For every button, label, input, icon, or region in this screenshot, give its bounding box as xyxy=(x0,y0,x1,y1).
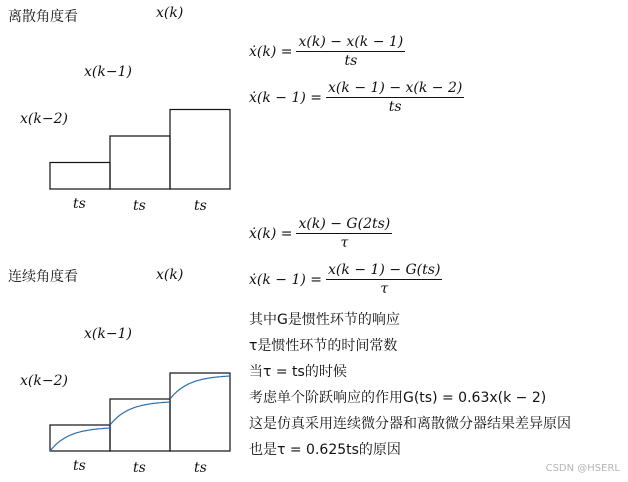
equation-continuous-k-1 xyxy=(249,262,442,297)
top-bar-3 xyxy=(170,110,230,190)
note-line-5: 这是仿真采用连续微分器和离散微分器结果差异原因 xyxy=(249,416,571,432)
fraction xyxy=(296,216,392,251)
denominator: τ xyxy=(380,281,389,297)
bottom-bar-label-3: x(k) xyxy=(156,267,184,283)
top-x-label-3: ts xyxy=(194,198,207,214)
fraction xyxy=(326,262,442,297)
equation-discrete-k-1 xyxy=(249,80,464,115)
bottom-bar-2 xyxy=(110,399,170,451)
note-line-6: 也是τ = 0.625ts的原因 xyxy=(249,442,401,458)
numerator: x(k) − G(2ts) xyxy=(298,216,391,232)
bottom-x-label-3: ts xyxy=(194,460,207,476)
fraction xyxy=(296,34,405,69)
numerator: x(k − 1) − G(ts) xyxy=(328,262,441,278)
inertia-response-curves xyxy=(50,376,230,451)
bottom-bar-label-2: x(k−1) xyxy=(84,326,132,342)
bottom-x-label-2: ts xyxy=(133,460,146,476)
note-line-4: 考虑单个阶跃响应的作用G(ts) = 0.63x(k − 2) xyxy=(249,390,547,406)
equation-discrete-k xyxy=(249,34,405,69)
top-staircase xyxy=(50,110,230,190)
top-title: 离散角度看 xyxy=(8,9,78,25)
equation-lhs: ẋ(k − 1) = xyxy=(249,271,323,288)
response-curve-2 xyxy=(110,402,170,425)
numerator: x(k) − x(k − 1) xyxy=(298,34,404,50)
response-curve-1 xyxy=(50,428,110,451)
note-line-1: 其中G是惯性环节的响应 xyxy=(249,312,400,328)
bottom-staircase xyxy=(50,373,230,451)
watermark: CSDN @HSERL xyxy=(545,463,620,474)
top-bar-1 xyxy=(50,163,110,190)
top-bar-label-3: x(k) xyxy=(156,5,184,21)
denominator: ts xyxy=(344,53,358,69)
denominator: τ xyxy=(340,235,349,251)
note-line-3: 当τ = ts的时候 xyxy=(249,364,347,380)
equation-continuous-k xyxy=(249,216,392,251)
response-curve-3 xyxy=(170,376,230,399)
equation-lhs: ẋ(k) = xyxy=(249,43,293,60)
bottom-title: 连续角度看 xyxy=(8,269,78,285)
equation-lhs: ẋ(k − 1) = xyxy=(249,89,323,106)
top-x-label-2: ts xyxy=(133,198,146,214)
top-bar-label-2: x(k−1) xyxy=(84,64,132,80)
note-line-2: τ是惯性环节的时间常数 xyxy=(249,338,398,354)
bottom-bar-label-1: x(k−2) xyxy=(20,373,68,389)
top-bar-label-1: x(k−2) xyxy=(20,111,68,127)
bottom-bar-3 xyxy=(170,373,230,451)
bottom-x-label-1: ts xyxy=(73,458,86,474)
top-x-label-1: ts xyxy=(73,196,86,212)
fraction xyxy=(326,80,464,115)
numerator: x(k − 1) − x(k − 2) xyxy=(328,80,463,96)
equation-lhs: ẋ(k) = xyxy=(249,225,293,242)
denominator: ts xyxy=(388,99,402,115)
top-bar-2 xyxy=(110,136,170,189)
